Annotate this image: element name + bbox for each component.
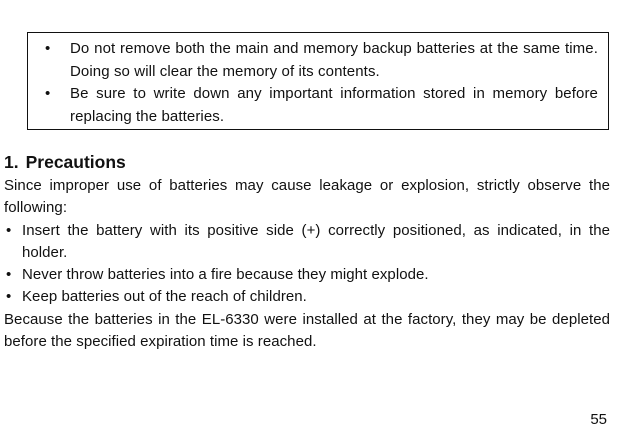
bullet-icon: • — [45, 40, 51, 57]
warning-box — [27, 32, 609, 130]
intro-paragraph: Since improper use of batteries may cause leakage or explosion, strictly observe the following: — [4, 177, 610, 217]
section-title: Precautions — [25, 152, 126, 172]
section-number: 1. — [4, 152, 19, 172]
bullet-icon: • — [6, 221, 12, 239]
page-number: 55 — [590, 411, 607, 428]
section-heading — [4, 150, 126, 174]
list-item — [4, 286, 610, 308]
list-item-text: Insert the battery with its positive side (+) correctly positioned, as indicated, in the holder. — [22, 221, 610, 261]
closing-paragraph: Because the batteries in the EL-6330 were installed at the factory, they may be depleted before the specified expiration time is reached. — [4, 310, 610, 351]
bullet-icon: • — [6, 266, 12, 284]
list-item-text: Never throw batteries into a fire because they might explode. — [22, 266, 429, 284]
bullet-icon: • — [6, 288, 12, 306]
bullet-icon: • — [45, 85, 51, 102]
warning-item — [42, 38, 598, 83]
warning-item — [42, 83, 598, 128]
list-item — [4, 264, 610, 286]
warning-item-text: Be sure to write down any important information stored in memory before replacing the batteries. — [70, 85, 598, 125]
list-item — [4, 220, 610, 265]
list-item-text: Keep batteries out of the reach of children. — [22, 288, 307, 306]
section-body — [4, 175, 610, 353]
warning-item-text: Do not remove both the main and memory backup batteries at the same time. Doing so will clear the memory of its contents. — [70, 40, 598, 80]
